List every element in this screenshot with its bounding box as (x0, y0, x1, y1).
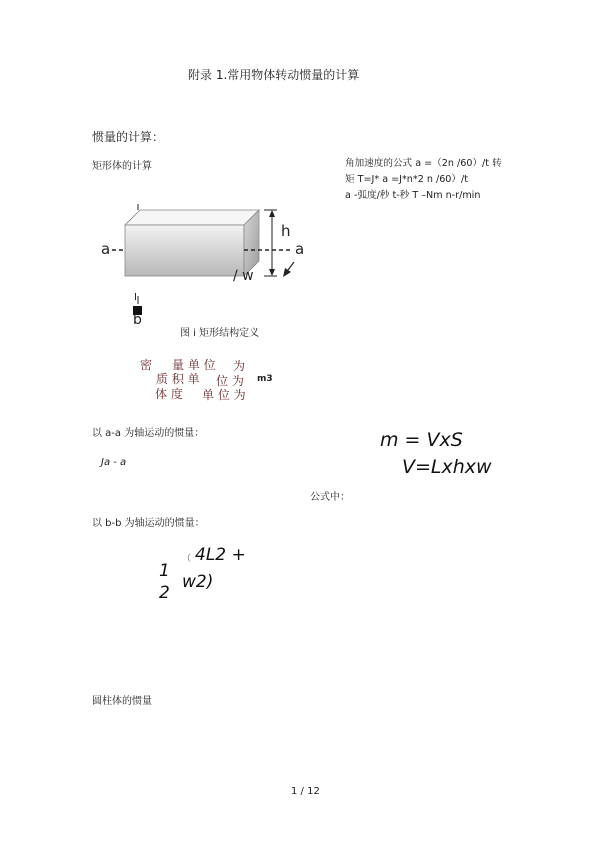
note-line-1: 角加速度的公式 a =（2n /60）/t 转 (345, 158, 502, 169)
w-arrow (283, 268, 291, 277)
units-r3c1: 体 度 (155, 387, 183, 401)
equation-m: m = VxS (380, 429, 463, 451)
axis-bb-label: 以 b-b 为轴运动的惯量： (92, 518, 205, 529)
units-r2c1: 质 积 单 (156, 372, 200, 386)
label-w: / w (233, 268, 254, 284)
units-r3c2: 单 位 为 (202, 388, 246, 402)
equation-v: V=Lxhxw (402, 456, 492, 478)
formula-j-aa: Ja - a (101, 457, 127, 468)
cylinder-heading: 圆柱体的惯量 (92, 696, 152, 707)
page-title: 附录 1.常用物体转动惯量的计算 (188, 68, 360, 82)
label-a-left: a (101, 240, 111, 258)
bb-num-line: 4L2 + (195, 545, 246, 565)
units-r1c3: 为 (233, 359, 246, 373)
axis-aa-label: 以 a-a 为轴运动的惯量： (92, 428, 205, 439)
label-b: b (133, 312, 142, 328)
units-r1c2: 量 单 位 (172, 358, 216, 372)
rect-heading: 矩形体的计算 (92, 161, 152, 172)
block-front-face (125, 225, 244, 276)
bb-one: 1 (159, 561, 170, 581)
label-a-right: a (295, 240, 305, 258)
bb-paren: （ (182, 554, 192, 564)
page-number: 1 / 12 (291, 786, 320, 797)
note-line-3: a -弧度/秒 t-秒 T –Nm n-r/min (345, 190, 481, 201)
bb-two: 2 (159, 583, 170, 603)
label-b-top: I (134, 292, 137, 303)
units-r2c2: 位 为 (216, 374, 244, 388)
block-top-face (125, 210, 259, 225)
units-r2c3: m3 (257, 374, 273, 384)
note-line-2: 矩 T=J* a =J*n*2 n /60）/t (345, 174, 468, 185)
label-h: h (281, 222, 291, 240)
formula-in-label: 公式中： (310, 492, 350, 503)
figure-caption: 图 i 矩形结构定义 (180, 328, 260, 339)
h-arrow-up (269, 210, 275, 217)
bb-den-line: w2) (182, 572, 214, 592)
units-r1c1: 密 (140, 358, 153, 372)
rect-block-figure (92, 200, 322, 330)
h-arrow-down (269, 269, 275, 276)
section-heading: 惯量的计算： (92, 130, 165, 144)
